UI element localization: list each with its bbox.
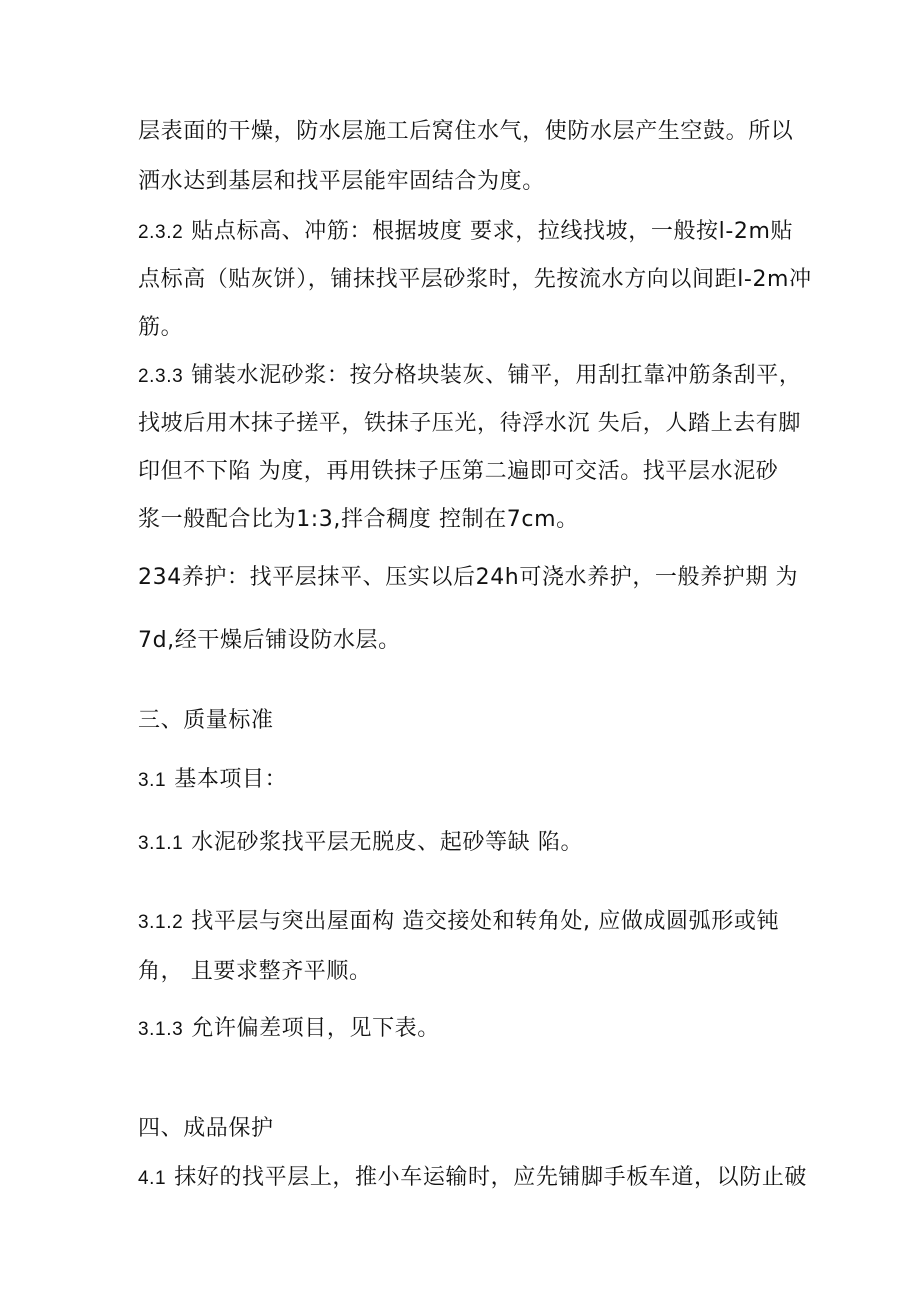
line-text: 7d,经干燥后铺设防水层。 [138, 628, 401, 653]
section-number: 3.1.3 [138, 1019, 184, 1040]
section-2-3-4-line [138, 563, 798, 593]
section-number: 3.1.2 [138, 912, 184, 933]
line-text: 找平层与突出屋面构 造交接处和转角处, 应做成圆弧形或钝 [191, 909, 780, 934]
section-number: 4.1 [138, 1168, 167, 1189]
paragraph-line [138, 457, 778, 487]
line-text: 抹好的找平层上，推小车运输时，应先铺脚手板车道，以防止破 [174, 1165, 808, 1190]
section-2-3-3-line [138, 361, 801, 392]
line-text: 层表面的干燥，防水层施工后窝住水气，使防水层产生空鼓。所以 [138, 119, 794, 144]
section-3-1-line [138, 765, 287, 796]
line-text: 贴点标高、冲筋：根据坡度 要求，拉线找坡，一般按l-2m贴 [191, 219, 794, 244]
section-number: 3.1.1 [138, 833, 184, 854]
paragraph-line [138, 626, 401, 656]
section-2-3-2-line [138, 217, 793, 248]
line-text: 铺装水泥砂浆：按分格块装灰、铺平，用刮扛靠冲筋条刮平， [191, 363, 802, 388]
paragraph-line [138, 409, 801, 439]
line-text: 印但不下陷 为度，再用铁抹子压第二遍即可交活。找平层水泥砂 [138, 459, 779, 484]
heading-text: 四、成品保护 [138, 1116, 274, 1141]
section-3-1-3-line [138, 1014, 440, 1045]
line-text: 找坡后用木抹子搓平，铁抹子压光，待浮水沉 失后，人踏上去有脚 [138, 411, 801, 436]
section-number: 2.3.3 [138, 366, 184, 387]
section-heading-product-protection [138, 1114, 274, 1144]
line-text: 水泥砂浆找平层无脱皮、起砂等缺 陷。 [191, 830, 584, 855]
line-text: 洒水达到基层和找平层能牢固结合为度。 [138, 169, 545, 194]
line-text: 筋。 [138, 315, 184, 340]
line-text: 点标高（贴灰饼），铺抹找平层砂浆时，先按流水方向以间距l-2m冲 [138, 267, 812, 292]
line-text: 234养护：找平层抹平、压实以后24h可浇水养护，一般养护期 为 [138, 565, 799, 590]
section-3-1-2-line [138, 907, 779, 938]
paragraph-line [138, 117, 793, 147]
line-text: 基本项目： [174, 767, 288, 792]
heading-text: 三、质量标准 [138, 708, 274, 733]
paragraph-line [138, 313, 183, 343]
line-text: 角， 且要求整齐平顺。 [138, 959, 372, 984]
line-text: 允许偏差项目，见下表。 [191, 1016, 440, 1041]
section-4-1-line [138, 1163, 807, 1194]
paragraph-line [138, 265, 812, 295]
line-text: 浆一般配合比为1:3,拌合稠度 控制在7cm。 [138, 507, 579, 532]
paragraph-line [138, 957, 372, 987]
paragraph-line [138, 505, 579, 535]
section-number: 3.1 [138, 770, 167, 791]
section-number: 2.3.2 [138, 222, 184, 243]
section-heading-quality-standard [138, 706, 274, 736]
paragraph-line [138, 167, 545, 197]
section-3-1-1-line [138, 828, 583, 859]
